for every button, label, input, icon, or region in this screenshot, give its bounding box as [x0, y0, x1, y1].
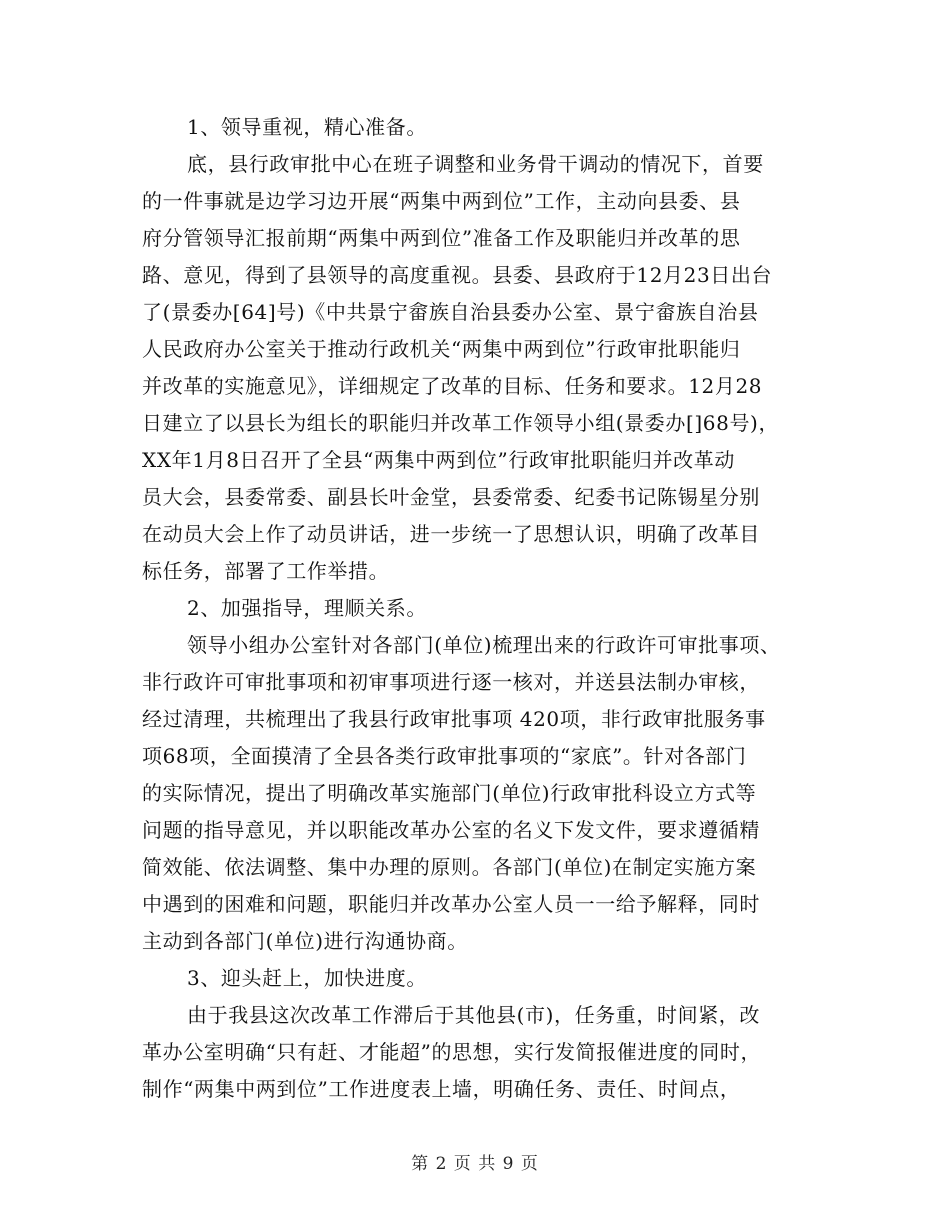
- paragraph-line: XX年1月8日召开了全县“两集中两到位”行政审批职能归并改革动: [142, 448, 735, 472]
- paragraph-line: 经过清理，共梳理出了我县行政审批事项 420项，非行政审批服务事: [142, 707, 766, 731]
- section-heading-2: 2、加强指导，理顺关系。: [187, 596, 427, 620]
- paragraph-line: 制作“两集中两到位”工作进度表上墙，明确任务、责任、时间点，: [142, 1077, 741, 1101]
- paragraph-line: 项68项，全面摸清了全县各类行政审批事项的“家底”。针对各部门: [142, 744, 747, 768]
- section-heading-1: 1、领导重视，精心准备。: [187, 115, 427, 139]
- paragraph-line: 标任务，部署了工作举措。: [142, 559, 390, 583]
- paragraph-line: 的实际情况，提出了明确改革实施部门(单位)行政审批科设立方式等: [142, 781, 757, 805]
- section-heading-3: 3、迎头赶上，加快进度。: [187, 966, 427, 990]
- page-number-footer: 第 2 页 共 9 页: [411, 1154, 539, 1174]
- paragraph-line: 了(景委办[64]号)《中共景宁畲族自治县委办公室、景宁畲族自治县: [142, 300, 759, 324]
- paragraph-line: 的一件事就是边学习边开展“两集中两到位”工作，主动向县委、县: [142, 189, 741, 213]
- paragraph-line: 日建立了以县长为组长的职能归并改革工作领导小组(景委办[]68号)，: [142, 411, 780, 435]
- paragraph-line: 中遇到的困难和问题，职能归并改革办公室人员一一给予解释，同时: [142, 892, 760, 916]
- paragraph-line: 并改革的实施意见》，详细规定了改革的目标、任务和要求。12月28: [142, 374, 763, 398]
- paragraph-line: 革办公室明确“只有赶、才能超”的思想，实行发简报催进度的同时，: [142, 1040, 762, 1064]
- paragraph-line: 由于我县这次改革工作滞后于其他县(市)，任务重，时间紧，改: [187, 1003, 761, 1027]
- paragraph-line: 非行政许可审批事项和初审事项进行逐一核对，并送县法制办审核，: [142, 670, 760, 694]
- paragraph-line: 简效能、依法调整、集中办理的原则。各部门(单位)在制定实施方案: [142, 855, 757, 879]
- paragraph-line: 人民政府办公室关于推动行政机关“两集中两到位”行政审批职能归: [142, 337, 741, 361]
- paragraph-line: 主动到各部门(单位)进行沟通协商。: [142, 929, 468, 953]
- paragraph-line: 领导小组办公室针对各部门(单位)梳理出来的行政许可审批事项、: [187, 633, 781, 657]
- paragraph-line: 府分管领导汇报前期“两集中两到位”准备工作及职能归并改革的思: [142, 226, 741, 250]
- paragraph-line: 在动员大会上作了动员讲话，进一步统一了思想认识，明确了改革目: [142, 522, 760, 546]
- paragraph-line: 底，县行政审批中心在班子调整和业务骨干调动的情况下，首要: [187, 152, 764, 176]
- paragraph-line: 员大会，县委常委、副县长叶金堂，县委常委、纪委书记陈锡星分别: [142, 485, 760, 509]
- paragraph-line: 路、意见，得到了县领导的高度重视。县委、县政府于12月23日出台: [142, 263, 773, 287]
- document-body: [142, 112, 812, 1111]
- paragraph-line: 问题的指导意见，并以职能改革办公室的名义下发文件，要求遵循精: [142, 818, 760, 842]
